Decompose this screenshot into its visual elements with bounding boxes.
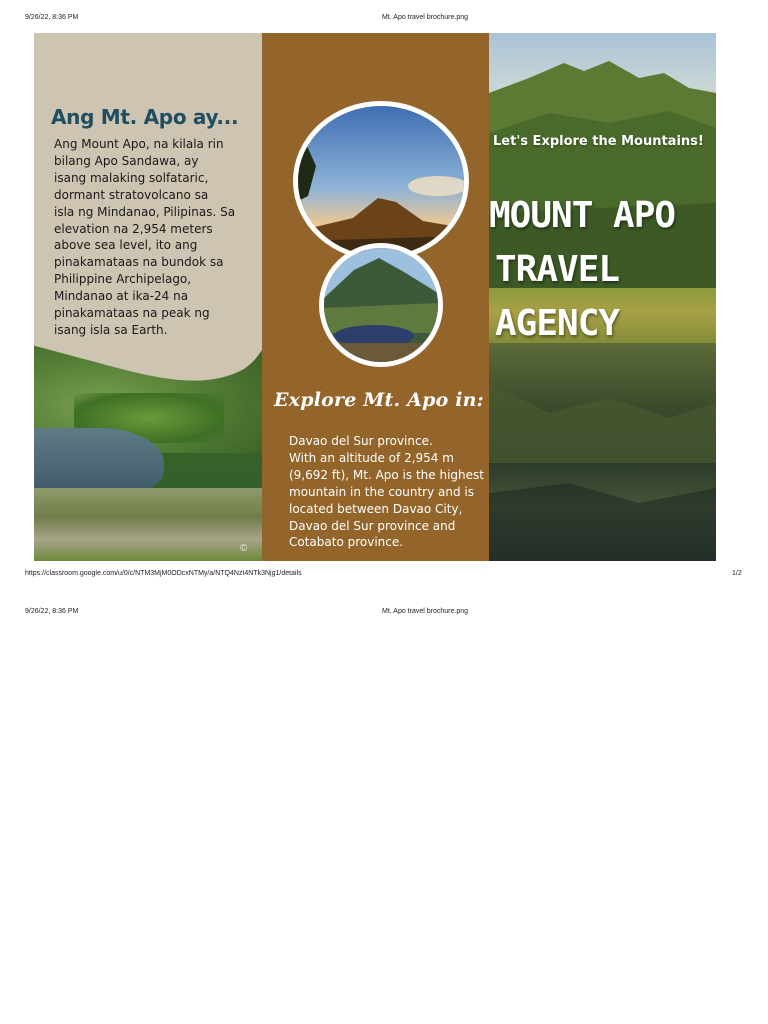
mid-body-text (289, 433, 484, 551)
mid-heading: Explore Mt. Apo in: (274, 389, 484, 411)
mid-body-line: Davao del Sur province. (289, 434, 433, 448)
left-body-line: dormant stratovolcano sa (54, 187, 209, 202)
left-body-text (54, 136, 254, 339)
right-panel (489, 33, 716, 561)
agency-title (489, 189, 675, 351)
right-photo-reflection (489, 343, 716, 561)
print-timestamp: 9/26/22, 8:36 PM (25, 14, 79, 21)
left-body-line: isang malaking solfataric, (54, 170, 209, 185)
print-filename: Mt. Apo travel brochure.png (382, 14, 468, 21)
mid-body-line: Cotabato province. (289, 535, 404, 550)
mid-body-line: mountain in the country and is (289, 484, 474, 499)
left-body-line: Ang Mount Apo, na kilala rin (54, 137, 224, 151)
left-photo-grass (34, 488, 262, 561)
right-tagline: Let's Explore the Mountains! (493, 134, 704, 149)
print-page-number: 1/2 (732, 570, 742, 577)
photo-credit: © (240, 543, 248, 554)
left-heading: Ang Mt. Apo ay... (51, 105, 239, 129)
mountain-lake-photo (319, 243, 443, 367)
mid-body-line: (9,692 ft), Mt. Apo is the highest (289, 467, 484, 482)
left-body-line: elevation na 2,954 meters (54, 221, 213, 236)
brochure-image (34, 33, 716, 561)
mountain-sunset-photo (293, 101, 469, 261)
mid-body-line: Davao del Sur province and (289, 518, 456, 533)
print-timestamp-page2: 9/26/22, 8:36 PM (25, 608, 79, 615)
left-body-line: pinakamataas na bundok sa (54, 255, 224, 270)
agency-title-line: AGENCY (495, 303, 620, 344)
middle-panel (262, 33, 489, 561)
left-body-line: isang isla sa Earth. (54, 322, 168, 337)
print-filename-page2: Mt. Apo travel brochure.png (382, 608, 468, 615)
left-body-line: above sea level, ito ang (54, 238, 198, 253)
left-body-line: Mindanao at ika-24 na (54, 289, 189, 304)
left-body-line: pinakamataas na peak ng (54, 306, 210, 321)
agency-title-line: MOUNT APO (489, 195, 676, 236)
left-body-line: bilang Apo Sandawa, ay (54, 153, 199, 168)
print-url: https://classroom.google.com/u/0/c/NTM3MjM0ODcxNTMy/a/NTQ4NzI4NTk3Njg1/details (25, 570, 302, 577)
mid-body-line: located between Davao City, (289, 501, 463, 516)
left-body-line: isla ng Mindanao, Pilipinas. Sa (54, 204, 236, 219)
left-body-line: Philippine Archipelago, (54, 272, 192, 287)
agency-title-line: TRAVEL (495, 249, 620, 290)
mid-body-line: With an altitude of 2,954 m (289, 450, 454, 465)
